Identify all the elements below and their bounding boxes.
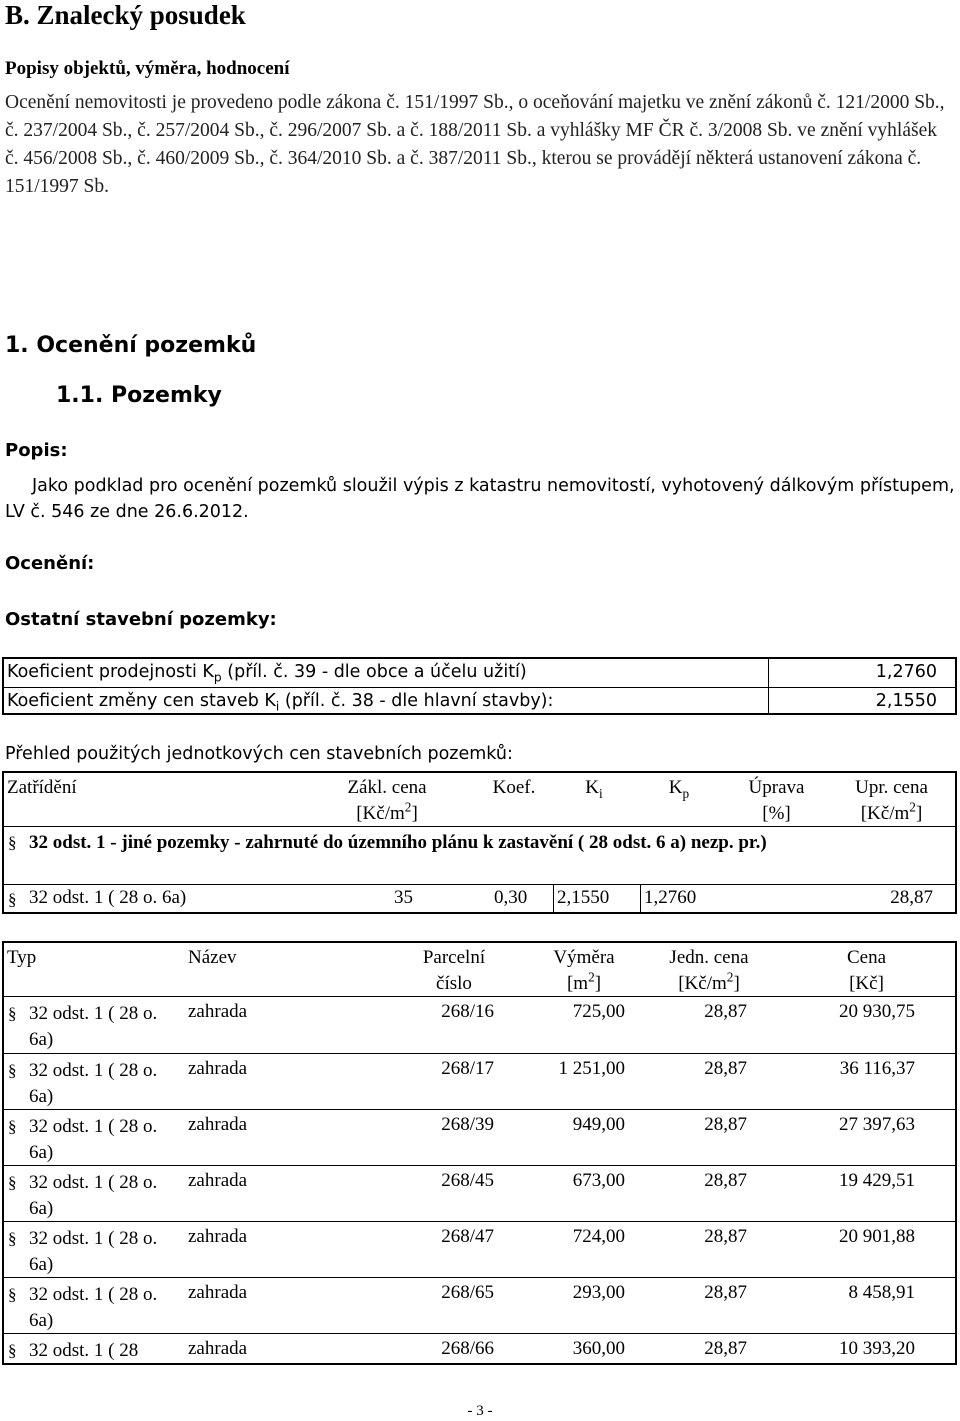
coefficient-row-kp — [4, 659, 955, 688]
cell-jedn-cena: 28,87 — [704, 1170, 747, 1191]
cell-parcelni: 268/39 — [441, 1114, 494, 1135]
header-uprava-line2: [%] — [762, 803, 791, 824]
header-ki — [564, 775, 624, 801]
cell-jedn-cena: 28,87 — [704, 1282, 747, 1303]
cell-parcelni: 268/47 — [441, 1226, 494, 1247]
cell-jedn-cena: 28,87 — [704, 1226, 747, 1247]
header-zakl-cena — [322, 775, 452, 827]
hdr-part: ] — [733, 973, 740, 994]
column-divider — [553, 884, 554, 912]
header-kp — [649, 775, 709, 801]
page-number: - 3 - — [467, 1403, 493, 1419]
section-sign-icon: § — [8, 1173, 17, 1192]
coef-kp-label-pre: Koeficient prodejnosti K — [7, 662, 214, 682]
coefficient-row-ki — [4, 688, 955, 716]
unit-row-kp: 1,2760 — [644, 887, 697, 908]
section-sign-icon: § — [8, 1341, 17, 1360]
cell-jedn-cena: 28,87 — [704, 1114, 747, 1135]
coef-kp-label-sub: p — [213, 670, 222, 685]
hdr-part: ] — [411, 803, 418, 824]
cell-nazev: zahrada — [188, 1282, 248, 1303]
table-row — [4, 997, 955, 1053]
cell-parcelni: 268/16 — [441, 1001, 494, 1022]
hdr-part: ] — [594, 973, 602, 994]
cell-jedn-cena: 28,87 — [704, 1001, 747, 1022]
unit-row-koef: 0,30 — [494, 887, 528, 908]
header-cena-line2: [Kč] — [849, 973, 884, 994]
header-parcelni — [399, 945, 509, 997]
hdr-sup: 2 — [404, 799, 412, 815]
hdr-sup: 2 — [588, 969, 595, 985]
popis-label: Popis: — [5, 440, 68, 461]
table-row — [4, 1110, 955, 1166]
cell-typ: 32 odst. 1 ( 28 o. 6a) — [29, 1116, 158, 1163]
cell-typ: 32 odst. 1 ( 28 o. 6a) — [29, 1228, 158, 1275]
header-upr-cena — [834, 775, 949, 827]
coef-ki-label-sub: i — [275, 699, 280, 714]
section-sign-icon: § — [8, 1061, 17, 1080]
unit-row-ki: 2,1550 — [557, 887, 610, 908]
popis-text: Jako podklad pro ocenění pozemků sloužil výpis z katastru nemovitostí, vyhotovený dálkovým přístupem, LV č. 546 ze dne 26.6.2012. — [5, 476, 955, 522]
cell-vymera: 293,00 — [572, 1282, 625, 1303]
section-1-1-title: 1.1. Pozemky — [56, 383, 222, 408]
hdr-part: [m — [566, 973, 589, 994]
hdr-part: [Kč/m — [860, 803, 910, 824]
header-uprava — [734, 775, 819, 827]
header-vymera-line2 — [529, 971, 639, 997]
hdr-part: [Kč/m — [356, 803, 405, 824]
hdr-part: ] — [915, 803, 923, 824]
ostatni-pozemky-label: Ostatní stavební pozemky: — [5, 609, 277, 630]
table-row — [4, 1054, 955, 1110]
hdr-part: K — [668, 777, 683, 798]
prehled-label: Přehled použitých jednotkových cen stavebních pozemků: — [5, 744, 513, 764]
header-upr-cena-line1: Upr. cena — [855, 777, 928, 798]
cell-jedn-cena: 28,87 — [704, 1338, 747, 1359]
header-cena — [804, 945, 929, 997]
unit-row-upr-cena: 28,87 — [890, 887, 933, 908]
intro-paragraph: Ocenění nemovitosti je provedeno podle zákona č. 151/1997 Sb., o oceňování majetku ve znění zákonů č. 121/2000 Sb., č. 237/2004 Sb., č. 257/2004 Sb., č. 296/2007 Sb. a č. 188/2011 Sb. a vyhlášky MF ČR č. 3/2008 Sb. ve znění vyhlášek č. 456/2008 Sb., č. 460/2009 Sb., č. 364/2010 Sb. a č. 387/2011 Sb., kterou se provádějí některá ustanovení zákona č. 151/1997 Sb. — [5, 92, 945, 197]
cell-vymera: 949,00 — [572, 1114, 625, 1135]
section-sign-icon: § — [8, 833, 17, 852]
cell-nazev: zahrada — [188, 1114, 248, 1135]
header-divider — [4, 826, 955, 827]
table-row — [4, 1166, 955, 1222]
unit-row-zakl-cena: 35 — [394, 887, 413, 908]
cell-typ: 32 odst. 1 ( 28 o. 6a) — [29, 1003, 158, 1050]
section-sign-icon: § — [8, 1117, 17, 1136]
header-koef: Koef. — [492, 777, 536, 798]
header-zakl-cena-line2 — [322, 801, 452, 827]
document-heading: B. Znalecký posudek — [5, 0, 246, 30]
coef-kp-label-post: (příl. č. 39 - dle obce a účelu užití) — [221, 662, 527, 682]
section-sign-icon: § — [8, 1285, 17, 1304]
cell-cena: 27 397,63 — [839, 1114, 915, 1135]
cell-jedn-cena: 28,87 — [704, 1058, 747, 1079]
section-sign-icon: § — [8, 1229, 17, 1248]
row-divider — [4, 884, 955, 885]
oceneni-label: Ocenění: — [5, 553, 95, 574]
section-sign-icon: § — [8, 890, 17, 909]
header-nazev: Název — [188, 947, 237, 968]
cell-nazev: zahrada — [188, 1001, 248, 1022]
header-zakl-cena-line1: Zákl. cena — [347, 777, 427, 798]
section-sign-icon: § — [8, 1004, 17, 1023]
cell-cena: 8 458,91 — [848, 1282, 915, 1303]
cell-vymera: 724,00 — [572, 1226, 625, 1247]
cell-nazev: zahrada — [188, 1226, 248, 1247]
coefficients-table — [2, 657, 957, 715]
cell-parcelni: 268/66 — [441, 1338, 494, 1359]
unit-row-zatrideni: 32 odst. 1 ( 28 o. 6a) — [29, 887, 187, 908]
hdr-part: [Kč/m — [678, 973, 727, 994]
cell-vymera: 673,00 — [572, 1170, 625, 1191]
hdr-part: K — [585, 777, 600, 798]
cell-typ: 32 odst. 1 ( 28 o. 6a) — [29, 1172, 158, 1219]
column-divider — [768, 659, 769, 713]
cell-cena: 19 429,51 — [839, 1170, 915, 1191]
unit-section-title: 32 odst. 1 - jiné pozemky - zahrnuté do územního plánu k zastavění ( 28 odst. 6 a) nezp. pr.) — [29, 832, 767, 853]
cell-parcelni: 268/17 — [441, 1058, 494, 1079]
cell-nazev: zahrada — [188, 1058, 248, 1079]
table-row — [4, 1334, 955, 1364]
column-divider — [640, 884, 641, 912]
header-upr-cena-line2 — [834, 801, 949, 827]
header-cena-line1: Cena — [846, 947, 887, 968]
hdr-sup: 2 — [726, 969, 734, 985]
cell-cena: 20 901,88 — [839, 1226, 915, 1247]
header-vymera — [529, 945, 639, 997]
header-zatrideni: Zatřídění — [7, 777, 77, 798]
header-jedn-line1: Jedn. cena — [669, 947, 749, 968]
cell-vymera: 360,00 — [572, 1338, 625, 1359]
coefficient-label — [7, 662, 527, 685]
cell-cena: 36 116,37 — [839, 1058, 915, 1079]
header-jedn-line2 — [649, 971, 769, 997]
cell-vymera: 1 251,00 — [558, 1058, 625, 1079]
land-parcels-table — [2, 941, 957, 1365]
cell-parcelni: 268/65 — [441, 1282, 494, 1303]
hdr-sup: 2 — [909, 799, 916, 815]
header-parcelni-line2: číslo — [436, 973, 472, 994]
cell-typ: 32 odst. 1 ( 28 o. 6a) — [29, 1284, 158, 1331]
cell-nazev: zahrada — [188, 1170, 248, 1191]
cell-parcelni: 268/45 — [441, 1170, 494, 1191]
cell-typ: 32 odst. 1 ( 28 — [29, 1340, 139, 1361]
cell-cena: 20 930,75 — [839, 1001, 915, 1022]
hdr-sub: p — [682, 785, 690, 801]
hdr-sub: i — [599, 785, 603, 801]
header-uprava-line1: Úprava — [748, 777, 805, 798]
coefficient-label — [7, 691, 554, 714]
header-parcelni-line1: Parcelní — [422, 947, 486, 968]
header-typ: Typ — [7, 947, 37, 968]
coef-ki-label-pre: Koeficient změny cen staveb K — [7, 691, 276, 711]
unit-price-table — [2, 771, 957, 914]
coefficient-value: 1,2760 — [875, 662, 937, 682]
header-vymera-line1: Výměra — [553, 947, 615, 968]
header-jedn-cena — [649, 945, 769, 997]
cell-cena: 10 393,20 — [839, 1338, 915, 1359]
section-subheading: Popisy objektů, výměra, hodnocení — [5, 58, 290, 79]
coefficient-value: 2,1550 — [875, 691, 937, 711]
table-row — [4, 1222, 955, 1278]
cell-vymera: 725,00 — [572, 1001, 625, 1022]
section-1-title: 1. Ocenění pozemků — [5, 333, 257, 358]
cell-nazev: zahrada — [188, 1338, 248, 1359]
cell-typ: 32 odst. 1 ( 28 o. 6a) — [29, 1060, 158, 1107]
coef-ki-label-post: (příl. č. 38 - dle hlavní stavby): — [279, 691, 554, 711]
table-row — [4, 1278, 955, 1334]
